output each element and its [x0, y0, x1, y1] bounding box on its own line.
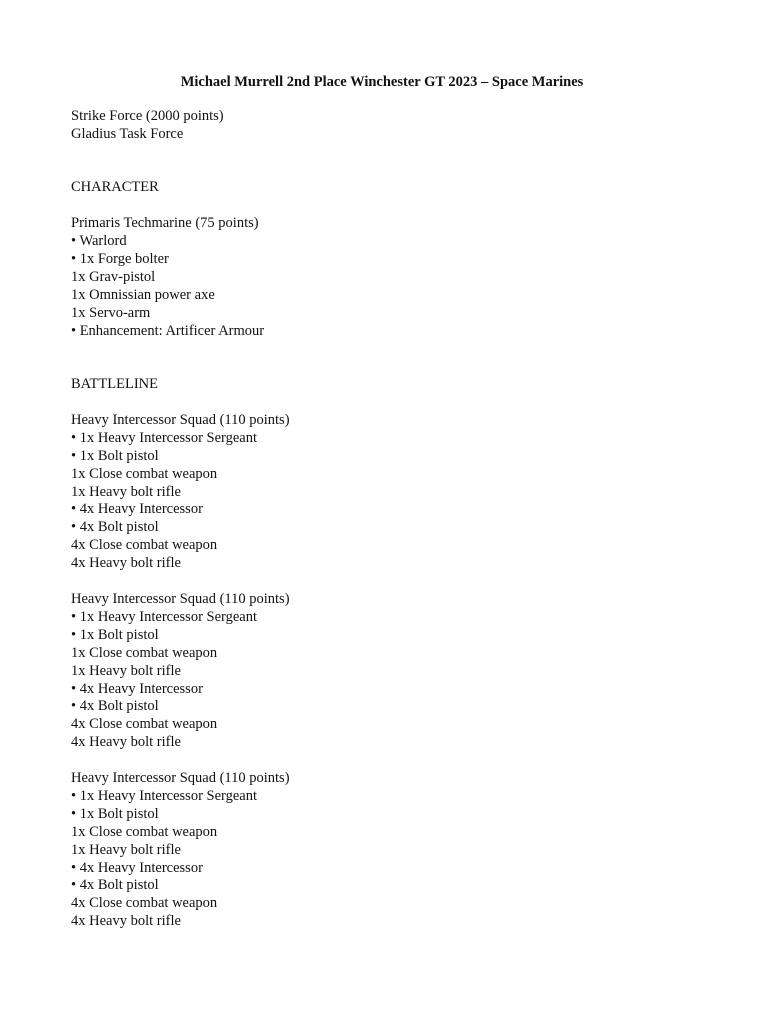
- document-title: Michael Murrell 2nd Place Winchester GT 2023 – Space Marines: [180, 74, 584, 90]
- unit-line: 4x Heavy bolt rifle: [71, 555, 181, 572]
- section-heading: CHARACTER: [71, 179, 159, 196]
- unit-line: 4x Heavy bolt rifle: [71, 734, 181, 751]
- unit-name: Heavy Intercessor Squad (110 points): [71, 590, 290, 607]
- spacer: [71, 752, 731, 770]
- spacer: [71, 573, 731, 591]
- unit-line: 4x Close combat weapon: [71, 716, 218, 733]
- unit-block: [71, 770, 731, 931]
- unit-line: 4x Close combat weapon: [71, 537, 218, 554]
- section-battleline: [71, 376, 731, 931]
- spacer: [71, 144, 731, 180]
- unit-line: 1x Grav-pistol: [71, 268, 156, 285]
- section-character: [71, 179, 731, 340]
- unit-line: • 4x Heavy Intercessor: [71, 859, 203, 876]
- unit-line: 4x Heavy bolt rifle: [71, 913, 181, 930]
- unit-block: [71, 215, 731, 340]
- unit-line: • 1x Heavy Intercessor Sergeant: [71, 608, 257, 625]
- unit-line: • 4x Heavy Intercessor: [71, 680, 203, 697]
- unit-line: 1x Omnissian power axe: [71, 286, 215, 303]
- army-list: [71, 108, 731, 931]
- unit-line: 4x Close combat weapon: [71, 895, 218, 912]
- spacer: [71, 197, 731, 215]
- unit-line: 1x Close combat weapon: [71, 465, 218, 482]
- unit-line: 1x Close combat weapon: [71, 644, 218, 661]
- unit-line: 1x Heavy bolt rifle: [71, 662, 181, 679]
- unit-line: • 1x Heavy Intercessor Sergeant: [71, 429, 257, 446]
- unit-line: • 1x Heavy Intercessor Sergeant: [71, 787, 257, 804]
- unit-line: • 1x Bolt pistol: [71, 447, 159, 464]
- section-heading: BATTLELINE: [71, 376, 158, 393]
- unit-name: Primaris Techmarine (75 points): [71, 215, 259, 232]
- unit-name: Heavy Intercessor Squad (110 points): [71, 411, 290, 428]
- army-size-line: Strike Force (2000 points): [71, 108, 224, 124]
- unit-line: • Enhancement: Artificer Armour: [71, 322, 265, 339]
- unit-line: • 4x Bolt pistol: [71, 519, 159, 536]
- unit-line: • 1x Forge bolter: [71, 251, 169, 268]
- unit-line: • 4x Bolt pistol: [71, 877, 159, 894]
- unit-line: 1x Close combat weapon: [71, 823, 218, 840]
- unit-line: • 4x Bolt pistol: [71, 698, 159, 715]
- spacer: [71, 394, 731, 412]
- unit-line: 1x Heavy bolt rifle: [71, 841, 181, 858]
- unit-line: 1x Heavy bolt rifle: [71, 483, 181, 500]
- unit-block: [71, 412, 731, 573]
- detachment-line: Gladius Task Force: [71, 125, 184, 142]
- unit-block: [71, 591, 731, 752]
- unit-line: • 1x Bolt pistol: [71, 805, 159, 822]
- unit-name: Heavy Intercessor Squad (110 points): [71, 770, 290, 787]
- unit-line: • Warlord: [71, 233, 127, 250]
- spacer: [71, 341, 731, 377]
- unit-line: 1x Servo-arm: [71, 304, 151, 321]
- unit-line: • 1x Bolt pistol: [71, 626, 159, 643]
- unit-line: • 4x Heavy Intercessor: [71, 501, 203, 518]
